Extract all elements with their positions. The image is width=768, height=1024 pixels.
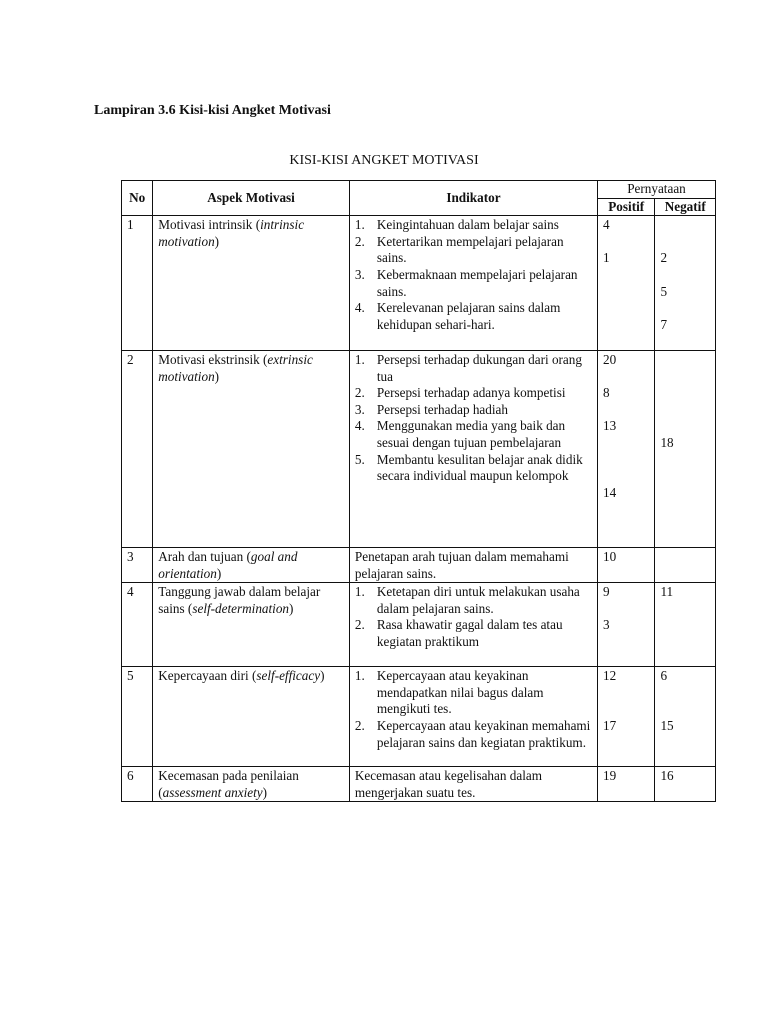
negatif-item-number	[660, 701, 710, 718]
cell-indikator: Kecemasan atau kegelisahan dalam mengerjakan suatu tes.	[349, 767, 597, 802]
cell-negatif	[655, 583, 716, 667]
positif-item-number	[603, 518, 649, 535]
indikator-text: Keingintahuan dalam belajar sains	[376, 217, 559, 233]
positif-item-number: 13	[602, 418, 617, 434]
negatif-item-number	[660, 369, 710, 386]
positif-item-number: 14	[602, 484, 617, 500]
table-title: KISI-KISI ANGKET MOTIVASI	[289, 153, 479, 168]
cell-positif	[597, 767, 654, 802]
positif-item-number: 12	[602, 668, 617, 684]
cell-positif	[597, 583, 654, 667]
indikator-list	[355, 217, 592, 333]
page-heading: Lampiran 3.6 Kisi-kisi Angket Motivasi	[94, 103, 331, 118]
positif-item-number	[603, 452, 649, 469]
negatif-item-number	[660, 234, 710, 251]
negatif-item-number	[660, 617, 710, 634]
indikator-item	[355, 617, 592, 650]
negatif-item-number: 15	[660, 717, 674, 733]
indikator-number: 1.	[354, 351, 365, 367]
positif-item-number: 17	[602, 717, 617, 733]
aspek-close-paren: )	[320, 668, 325, 684]
positif-item-number	[603, 333, 649, 350]
negatif-item-number: 18	[660, 434, 674, 450]
positif-item-number	[603, 300, 649, 317]
indikator-number: 2.	[354, 233, 365, 249]
indikator-number: 3.	[354, 266, 365, 282]
indikator-number: 1.	[354, 668, 365, 684]
cell-indikator	[349, 350, 597, 547]
indikator-text: Persepsi terhadap hadiah	[376, 401, 508, 417]
indikator-text: Ketertarikan mempelajari pelajaran sains.	[376, 233, 564, 266]
indikator-text: Ketetapan diri untuk melakukan usaha dalam pelajaran sains.	[376, 584, 580, 616]
aspek-label: Kecemasan pada penilaian (	[158, 768, 299, 800]
negatif-item-number	[660, 501, 710, 518]
aspek-label: Motivasi intrinsik (	[158, 217, 261, 233]
negatif-item-number	[660, 518, 710, 535]
indikator-number: 3.	[354, 401, 365, 417]
cell-negatif	[655, 216, 716, 351]
indikator-text: Persepsi terhadap dukungan dari orang tua	[376, 351, 582, 384]
indikator-list	[355, 352, 592, 485]
positif-item-number: 20	[602, 351, 617, 367]
cell-aspek-motivasi	[153, 667, 350, 767]
indikator-item	[355, 300, 592, 333]
indikator-item	[355, 452, 592, 485]
cell-negatif	[655, 767, 716, 802]
positif-item-number	[603, 369, 649, 386]
indikator-number: 4.	[354, 418, 365, 434]
cell-indikator	[349, 216, 597, 351]
positif-item-number	[603, 601, 649, 618]
indikator-item	[355, 352, 592, 385]
cell-aspek-motivasi	[153, 216, 350, 351]
indikator-text: Membantu kesulitan belajar anak didik secara individual maupun kelompok	[376, 451, 583, 484]
indikator-item	[355, 267, 592, 300]
cell-negatif	[655, 350, 716, 547]
aspek-english-term: self-efficacy	[256, 668, 321, 684]
positif-item-number	[603, 402, 649, 419]
negatif-item-number	[660, 452, 710, 469]
table-row	[122, 350, 716, 547]
positif-item-number: 9	[602, 584, 610, 600]
cell-aspek-motivasi	[153, 767, 350, 802]
indikator-text: Persepsi terhadap adanya kompetisi	[376, 385, 566, 401]
indikator-item	[355, 668, 592, 718]
negatif-item-number: 5	[660, 283, 668, 299]
negatif-item-number	[660, 549, 710, 566]
indikator-text: Rasa khawatir gagal dalam tes atau kegiatan praktikum	[376, 617, 563, 649]
negatif-item-number: 16	[660, 768, 674, 784]
aspek-english-term: intrinsic motivation	[158, 217, 305, 249]
indikator-item	[355, 234, 592, 267]
aspek-english-term: goal and orientation	[158, 548, 298, 581]
negatif-item-number	[660, 300, 710, 317]
negatif-item-number: 11	[660, 584, 674, 600]
positif-item-number	[603, 234, 649, 251]
indikator-number: 2.	[354, 617, 365, 633]
cell-aspek-motivasi	[153, 547, 350, 582]
cell-no: 4	[122, 583, 153, 667]
header-pernyataan: Pernyataan	[597, 181, 715, 199]
aspek-close-paren: )	[216, 565, 222, 581]
indikator-text: Kepercayaan atau keyakinan mendapatkan nilai bagus dalam mengikuti tes.	[376, 668, 544, 717]
indikator-number: 2.	[354, 717, 365, 733]
cell-no: 1	[122, 216, 153, 351]
aspek-close-paren: )	[214, 368, 220, 384]
positif-item-number: 4	[602, 217, 610, 233]
aspek-label: Arah dan tujuan (	[158, 548, 251, 564]
aspek-label: Motivasi ekstrinsik (	[158, 351, 268, 367]
indikator-item	[355, 418, 592, 451]
positif-item-number: 3	[602, 617, 610, 633]
negatif-item-number: 2	[660, 250, 668, 266]
positif-item-number: 8	[602, 385, 610, 401]
aspek-label: Tanggung jawab dalam belajar sains (	[158, 584, 321, 616]
header-indikator: Indikator	[349, 181, 597, 216]
indikator-text: Kepercayaan atau keyakinan memahami pelajaran sains dan kegiatan praktikum.	[376, 717, 591, 750]
cell-negatif	[655, 667, 716, 767]
negatif-item-number	[660, 352, 710, 369]
positif-item-number: 10	[602, 548, 617, 564]
indikator-text: Menggunakan media yang baik dan sesuai dengan tujuan pembelajaran	[376, 418, 566, 450]
cell-positif	[597, 350, 654, 547]
positif-item-number	[603, 468, 649, 485]
aspek-english-term: self-determination	[192, 600, 290, 616]
positif-item-number: 19	[602, 768, 617, 784]
negatif-item-number	[660, 418, 710, 435]
positif-item-number	[603, 284, 649, 301]
header-negatif: Negatif	[655, 198, 716, 216]
aspek-english-term: extrinsic motivation	[158, 351, 313, 384]
negatif-item-number	[660, 685, 710, 702]
negatif-item-number	[660, 402, 710, 419]
indikator-item	[355, 402, 592, 419]
kisi-kisi-table	[121, 180, 716, 802]
negatif-item-number	[660, 385, 710, 402]
header-positif: Positif	[597, 198, 654, 216]
table-row	[122, 667, 716, 767]
table-row	[122, 767, 716, 802]
table-row	[122, 216, 716, 351]
aspek-close-paren: )	[289, 600, 294, 616]
cell-no: 6	[122, 767, 153, 802]
cell-no: 3	[122, 547, 153, 582]
cell-indikator	[349, 583, 597, 667]
negatif-item-number	[660, 468, 710, 485]
indikator-list	[355, 584, 592, 650]
positif-item-number	[603, 501, 649, 518]
indikator-text: Kerelevanan pelajaran sains dalam kehidupan sehari-hari.	[376, 300, 561, 332]
positif-item-number	[603, 435, 649, 452]
cell-no: 5	[122, 667, 153, 767]
positif-item-number	[603, 685, 649, 702]
table-row	[122, 547, 716, 582]
indikator-number: 4.	[354, 300, 365, 316]
indikator-list	[355, 668, 592, 751]
cell-positif	[597, 667, 654, 767]
cell-indikator	[349, 667, 597, 767]
indikator-item	[355, 584, 592, 617]
aspek-label: Kepercayaan diri (	[158, 668, 257, 684]
negatif-item-number	[660, 267, 710, 284]
cell-positif	[597, 547, 654, 582]
aspek-close-paren: )	[262, 784, 268, 800]
indikator-item	[355, 385, 592, 402]
table-body	[122, 216, 716, 802]
cell-aspek-motivasi	[153, 350, 350, 547]
indikator-number: 1.	[354, 217, 365, 233]
indikator-item	[355, 718, 592, 751]
cell-no: 2	[122, 350, 153, 547]
indikator-item	[355, 217, 592, 234]
aspek-english-term: assessment anxiety	[162, 784, 263, 800]
aspek-close-paren: )	[214, 233, 220, 249]
positif-item-number	[603, 317, 649, 334]
cell-negatif	[655, 547, 716, 582]
header-no: No	[122, 181, 153, 216]
cell-positif	[597, 216, 654, 351]
negatif-item-number	[660, 333, 710, 350]
positif-item-number	[603, 701, 649, 718]
indikator-text: Kebermaknaan mempelajari pelajaran sains.	[376, 266, 578, 299]
negatif-item-number: 6	[660, 668, 668, 684]
negatif-item-number: 7	[660, 316, 668, 332]
negatif-item-number	[660, 601, 710, 618]
header-aspek-motivasi: Aspek Motivasi	[153, 181, 350, 216]
negatif-item-number	[660, 217, 710, 234]
positif-item-number	[603, 267, 649, 284]
positif-item-number: 1	[602, 250, 610, 266]
cell-aspek-motivasi	[153, 583, 350, 667]
indikator-number: 5.	[354, 451, 365, 467]
cell-indikator: Penetapan arah tujuan dalam memahami pelajaran sains.	[349, 547, 597, 582]
indikator-number: 2.	[354, 385, 365, 401]
table-row	[122, 583, 716, 667]
indikator-number: 1.	[354, 584, 365, 600]
negatif-item-number	[660, 485, 710, 502]
